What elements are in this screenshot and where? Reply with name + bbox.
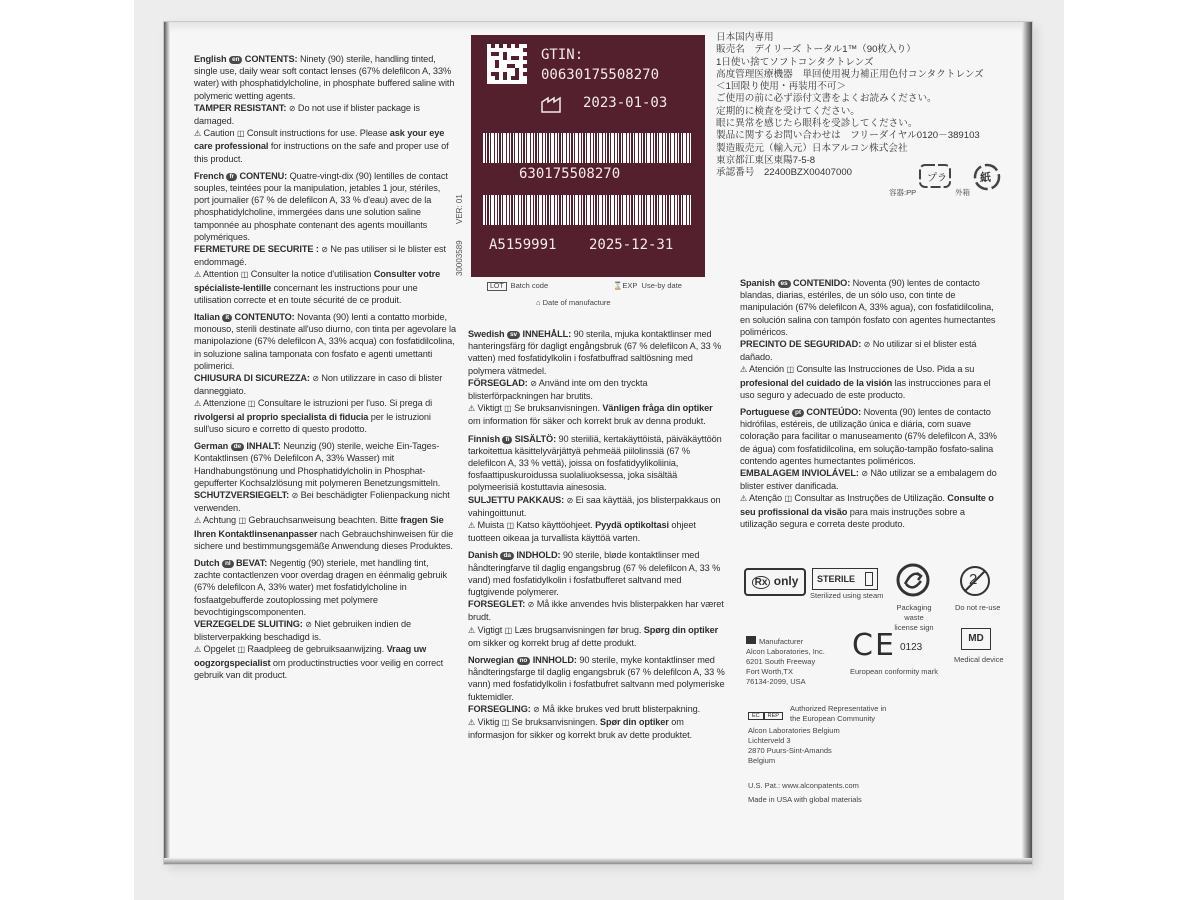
lot-symbol: LOT bbox=[487, 282, 507, 291]
exp-legend bbox=[613, 281, 682, 290]
box-bottom-edge bbox=[164, 858, 1032, 864]
ec-rep-line: Lichterveld 3 bbox=[748, 736, 791, 745]
instructions-icon: ◫ bbox=[240, 270, 249, 280]
lang-section-fi: Finnish fi SISÄLTÖ: 90 steriiliä, kertakäyttöistä, päiväkäyttöön tarkoitettua käsittelyvärjättyä pehmeää piilolinssiä (67 % delefilcon A, 33 % vettä), joissa on fosfatidyylikoliinia, fosfaattipuskuroidussa suolaliuoksessa, joka sisältää polymeerisiä kostuttavia ainesosia. SULJETTU PAKKAUS: ⊘ Ei saa käyttää, jos blisterpakkaus on vahingoittunut. ⚠ Muista ◫ Katso käyttöohjeet. Pyydä optikoltasi ohjeet tuotteen oikeaa ja turvallista käyttöä varten. bbox=[468, 433, 722, 544]
ce-mark: CE bbox=[852, 628, 896, 663]
lang-code-badge: da bbox=[500, 552, 513, 560]
japanese-line: 製造販売元（輸入元）日本アルコン株式会社 bbox=[716, 142, 908, 154]
instructions-icon: ◫ bbox=[237, 645, 245, 655]
mfg-legend bbox=[536, 298, 611, 307]
caution-icon: ⚠ bbox=[194, 270, 202, 280]
do-not-use-icon: ⊘ bbox=[288, 103, 296, 113]
manufacturer-line: 76134-2099, USA bbox=[746, 677, 806, 686]
do-not-use-icon: ⊘ bbox=[291, 490, 299, 500]
sterile-caption: Sterilized using steam bbox=[810, 591, 884, 600]
exp-legend-text: Use-by date bbox=[641, 281, 682, 290]
lang-section-es: Spanish es CONTENIDO: Noventa (90) lentes de contacto blandas, diarias, estériles, de un sólo uso, con tinte de manipulación (67% delefilcon A, 33% agua), con fosfatidilcolina, en solución salina con tampón fosfato con agentes humectantes poliméricos. PRECINTO DE SEGURIDAD: ⊘ No utilizar si el blister está dañado. ⚠ Atención ◫ Consulte las Instrucciones de Uso. Pida a su profesional del cuidado de la visión las instrucciones para el uso seguro y adecuado de este producto. bbox=[740, 278, 996, 400]
gtin-number: 00630175508270 bbox=[541, 67, 660, 83]
do-not-use-icon: ⊘ bbox=[566, 495, 574, 505]
ec-rep-line: Belgium bbox=[748, 756, 776, 765]
ec-rep-caption: Authorized Representative in the European Community bbox=[790, 704, 887, 723]
manufacturer-address bbox=[746, 647, 846, 687]
medical-device-symbol: MD bbox=[961, 628, 991, 650]
lang-section-it: Italian it CONTENUTO: Novanta (90) lenti a contatto morbide, monouso, sterili destinate all'uso diurno, con tinta per agevolare la manipolazione (67% delefilcon A, 33% acqua) con fosfatidilcolina, in soluzione salina tamponata con fosfato e agenti umettanti polimerici. CHIUSURA DI SICUREZZA: ⊘ Non utilizzare in caso di blister danneggiato. ⚠ Attenzione ◫ Consultare le istruzioni per l'uso. Si prega di rivolgersi al proprio specialista di fiducia per le istruzioni sull'uso sicuro e corretto di questo prodotto. bbox=[194, 312, 456, 434]
side-code: 30003589 bbox=[455, 240, 464, 276]
japanese-line: 日本国内専用 bbox=[716, 32, 774, 43]
right-text-column bbox=[740, 277, 1002, 535]
japanese-line: 製品に関するお問い合わせは フリーダイヤル0120－389103 bbox=[716, 130, 980, 142]
instructions-icon: ◫ bbox=[506, 521, 514, 531]
left-text-column bbox=[194, 53, 456, 686]
made-in-text: Made in USA with global materials bbox=[748, 795, 862, 804]
instructions-icon: ◫ bbox=[504, 404, 512, 414]
box-right-edge bbox=[1022, 22, 1032, 864]
caution-icon: ⚠ bbox=[740, 365, 748, 375]
instructions-icon: ◫ bbox=[501, 718, 510, 728]
manufacture-date: 2023-01-03 bbox=[583, 95, 668, 111]
lang-section-de: German de INHALT: Neunzig (90) sterile, weiche Ein-Tages-Kontaktlinsen (67% Delefilcon A, 33% Wasser) mit Handhabungstönung und Phosphatidylcholin in Phosphat-gepufferter Kochsalzlösung mit polymeren Benetzungsmitteln. SCHUTZVERSIEGELT: ⊘ Bei beschädigter Folienpackung nicht verwenden. ⚠ Achtung ◫ Gebrauchsanweisung beachten. Bitte fragen Sie Ihren Kontaktlinsenanpasser nach Gebrauchshinweisen für die sichere und bestimmungsgemäße Anwendung dieses Produktes. bbox=[194, 441, 454, 551]
instructions-icon: ◫ bbox=[247, 399, 256, 409]
do-not-use-icon: ⊘ bbox=[321, 245, 328, 255]
packaging-caption: Packaging waste license sign bbox=[894, 603, 934, 632]
do-not-reuse-icon: 2 bbox=[959, 565, 991, 597]
do-not-use-icon: ⊘ bbox=[530, 378, 537, 388]
instructions-icon: ◫ bbox=[786, 365, 794, 375]
box-top-edge bbox=[164, 22, 1032, 32]
lang-section-pt: Portuguese pt CONTEÚDO: Noventa (90) lentes de contacto hidrófilas, estéreis, de utilização única e diária, com suave coloração para facilitar o manuseamento (67% delefilcon A, 33% de água) com fosfatidilcolina, em solução-tampão fosfato-salina contendo agentes humectantes poliméricos. EMBALAGEM INVIOLÁVEL: ⊘ Não utilizar se a embalagem do blister estiver danificada. ⚠ Atenção ◫ Consultar as Instruções de Utilização. Consulte o seu profissional da visão para mais instruções sobre a utilização segura e correta deste produto. bbox=[740, 407, 997, 529]
lang-code-badge: it bbox=[222, 314, 232, 322]
lang-section-no: Norwegian no INNHOLD: 90 sterile, myke kontaktlinser med håndteringsfarge til daglig engangsbruk (67 % delefilcon A, 33 % vann) med fosfatidylkolin i fosfatbufret saltvann med polymeriske fuktemidler. FORSEGLING: ⊘ Må ikke brukes ved brutt blisterpakning. ⚠ Viktig ◫ Se bruksanvisningen. Spør din optiker om informasjon for sikker og korrekt bruk av dette produktet. bbox=[468, 655, 725, 741]
ec-rep-symbol: EC REP bbox=[748, 710, 783, 722]
japanese-line: ご使用の前に必ず添付文書をよくお読みください。 bbox=[716, 93, 937, 105]
japanese-line: 販売名 デイリーズ トータル1™（90枚入り） bbox=[716, 44, 916, 56]
rx-only-symbol: Rx only bbox=[744, 568, 806, 596]
manufacturer-icon bbox=[746, 636, 756, 644]
do-not-use-icon: ⊘ bbox=[305, 619, 312, 629]
container-material: 容器:PP bbox=[889, 188, 917, 197]
steam-icon bbox=[865, 572, 873, 586]
japanese-line: ＜1回限り使用・再装用不可＞ bbox=[716, 81, 847, 93]
lang-section-nl: Dutch nl BEVAT: Negentig (90) steriele, met handling tint, zachte contactlenzen voor overdag dragen en éénmalig gebruik (67% delefilcon A, 33% water) met fosfatidylcholine in fosfaatgebufferde zoutoplossing met polymere bevochtigingscomponenten. VERZEGELDE SLUITING: ⊘ Niet gebruiken indien de blisterverpakking beschadigd is. ⚠ Opgelet ◫ Raadpleeg de gebruiksaanwijzing. Vraag uw oogzorgspecialist om productinstructies voor veilig en correct gebruik van dit product. bbox=[194, 557, 447, 680]
mfg-legend-text: Date of manufacture bbox=[542, 298, 611, 307]
japanese-line: 眼に異常を感じたら眼科を受診してください。 bbox=[716, 118, 918, 130]
do-not-use-icon: ⊘ bbox=[527, 600, 535, 610]
caution-icon: ⚠ bbox=[740, 494, 748, 504]
lang-code-badge: nl bbox=[222, 560, 234, 568]
lot-legend bbox=[487, 281, 548, 291]
lang-code-badge: fr bbox=[226, 173, 237, 181]
sterile-symbol: STERILE bbox=[812, 568, 878, 590]
lang-section-da: Danish da INDHOLD: 90 sterile, bløde kontaktlinser med håndteringfarve til daglig engangsbrug (67 % delefilcon A, 33 % vand) med fosfatidylkolin i fosfatbufferet saltvand med fugtgivende polymerer. FORSEGLET: ⊘ Må ikke anvendes hvis blisterpakken har været brudt. ⚠ Vigtigt ◫ Læs brugsanvisningen før brug. Spørg din optiker om sikker og korrekt brug af dette produkt. bbox=[468, 550, 724, 648]
lot-number: A5159991 bbox=[489, 237, 557, 253]
no-reuse-caption: Do not re-use bbox=[955, 603, 1001, 612]
do-not-use-icon: ⊘ bbox=[861, 469, 868, 479]
recycle-plastic-icon: プラ bbox=[918, 163, 952, 189]
lang-code-badge: fi bbox=[502, 436, 512, 444]
barcode-lot bbox=[483, 195, 693, 225]
expiry-date: 2025-12-31 bbox=[589, 237, 674, 253]
manufacture-date-icon bbox=[541, 95, 563, 113]
caution-icon: ⚠ bbox=[468, 404, 476, 414]
do-not-use-icon: ⊘ bbox=[312, 374, 319, 384]
recycle-paper-icon: 紙 bbox=[972, 162, 1002, 192]
japanese-line: 定期的に検査を受けてください。 bbox=[716, 105, 860, 117]
lang-section-fr: French fr CONTENU: Quatre-vingt-dix (90) lentilles de contact souples, teintées pour la manipulation, jetables 1 jour, stériles, port journalier (67 % de delefilcon A, 33 % d'eau) avec de la phosphatidylcholine, immergées dans une solution saline tamponnée au phosphate contenant des agents mouillants polymériques. FERMETURE DE SECURITE : ⊘ Ne pas utiliser si le blister est endommagé. ⚠ Attention ◫ Consulter la notice d'utilisation Consulter votre spécialiste-lentille concernant les instructions pour une utilisation correcte et en toute sécurité de ce produit. bbox=[194, 170, 448, 305]
manufacturer-line: Fort Worth,TX bbox=[746, 667, 793, 676]
manufacturer-line: 6201 South Freeway bbox=[746, 657, 816, 666]
caution-icon: ⚠ bbox=[468, 625, 476, 635]
lang-code-badge: pt bbox=[792, 409, 804, 417]
japanese-label-text bbox=[716, 32, 1016, 180]
barcode-gtin bbox=[483, 133, 693, 163]
japanese-line: 1日使い捨てソフトコンタクトレンズ bbox=[716, 56, 874, 68]
ec-rep-line: Alcon Laboratories Belgium bbox=[748, 726, 840, 735]
factory-icon: ⌂ bbox=[536, 298, 541, 307]
lot-legend-text: Batch code bbox=[510, 281, 549, 290]
caution-icon: ⚠ bbox=[194, 645, 202, 655]
japanese-line: 承認番号 22400BZX00407000 bbox=[716, 167, 852, 179]
barcode-number: 630175508270 bbox=[519, 166, 621, 182]
caution-icon: ⚠ bbox=[468, 521, 476, 531]
do-not-use-icon: ⊘ bbox=[863, 340, 871, 350]
lang-code-badge: de bbox=[231, 443, 244, 451]
caution-icon: ⚠ bbox=[194, 399, 202, 409]
caution-icon: ⚠ bbox=[194, 516, 202, 526]
lang-code-badge: sv bbox=[507, 331, 520, 339]
ce-caption: European conformity mark bbox=[850, 667, 938, 676]
ce-number: 0123 bbox=[900, 642, 923, 653]
lang-code-badge: es bbox=[778, 280, 791, 288]
ec-rep-address bbox=[748, 726, 840, 766]
manufacturer-line: Alcon Laboratories, Inc. bbox=[746, 647, 825, 656]
instructions-icon: ◫ bbox=[236, 129, 245, 139]
instructions-icon: ◫ bbox=[238, 516, 246, 526]
exp-symbol: EXP bbox=[622, 281, 638, 290]
ec-rep-line: 2870 Puurs-Sint-Amands bbox=[748, 746, 832, 755]
do-not-use-icon: ⊘ bbox=[533, 704, 540, 714]
box-left-edge bbox=[164, 22, 170, 864]
instructions-icon: ◫ bbox=[504, 625, 513, 635]
packaging-waste-icon bbox=[896, 563, 930, 597]
datamatrix-code bbox=[483, 44, 527, 88]
lang-code-badge: en bbox=[229, 56, 242, 64]
version-code: VER: 01 bbox=[455, 194, 464, 224]
japanese-line: 東京都江東区東陽7-5-8 bbox=[716, 154, 816, 166]
lang-section-sv: Swedish sv INNEHÅLL: 90 sterila, mjuka kontaktlinser med hanteringsfärg för dagligt engångsbruk (67 % delefilcon A, 33 % vatten) med fosfatidylkolin i fosfatbuffrad saltlösning med polymera vätmedel. FÖRSEGLAD: ⊘ Använd inte om den tryckta blisterförpackningen har brutits. ⚠ Viktigt ◫ Se bruksanvisningen. Vänligen fråga din optiker om information för säker och korrekt bruk av denna produkt. bbox=[468, 329, 722, 427]
outer-box-text: 外箱 bbox=[955, 188, 970, 197]
japanese-line: 高度管理医療機器 単回使用視力補正用色付コンタクトレンズ bbox=[716, 68, 984, 80]
lang-section-en: English en CONTENTS: Ninety (90) sterile, handling tinted, single use, daily wear soft contact lenses (67% delefilcon A, 33% water) with phosphatidylcholine, in phosphate buffered saline with polymeric wetting agents. TAMPER RESISTANT: ⊘ Do not use if blister package is damaged. ⚠ Caution ◫ Consult instructions for use. Please ask your eye care professional for instructions on the safe and proper use of this product. bbox=[194, 54, 455, 164]
caution-icon: ⚠ bbox=[194, 129, 202, 139]
manufacturer-block: Manufacturer Alcon Laboratories, Inc. 6201 South Freeway Fort Worth,TX 76134-2099, USA bbox=[746, 636, 846, 687]
lot-label bbox=[471, 35, 705, 277]
lang-code-badge: no bbox=[517, 657, 531, 665]
patents-text: U.S. Pat.: www.alconpatents.com bbox=[748, 781, 859, 790]
middle-text-column bbox=[468, 328, 726, 747]
gtin-label: GTIN: bbox=[541, 47, 584, 63]
product-box-back bbox=[164, 22, 1032, 864]
md-caption: Medical device bbox=[954, 655, 1004, 664]
instructions-icon: ◫ bbox=[784, 494, 792, 504]
caution-icon: ⚠ bbox=[468, 718, 476, 728]
hourglass-icon: ⌛ bbox=[613, 281, 623, 290]
